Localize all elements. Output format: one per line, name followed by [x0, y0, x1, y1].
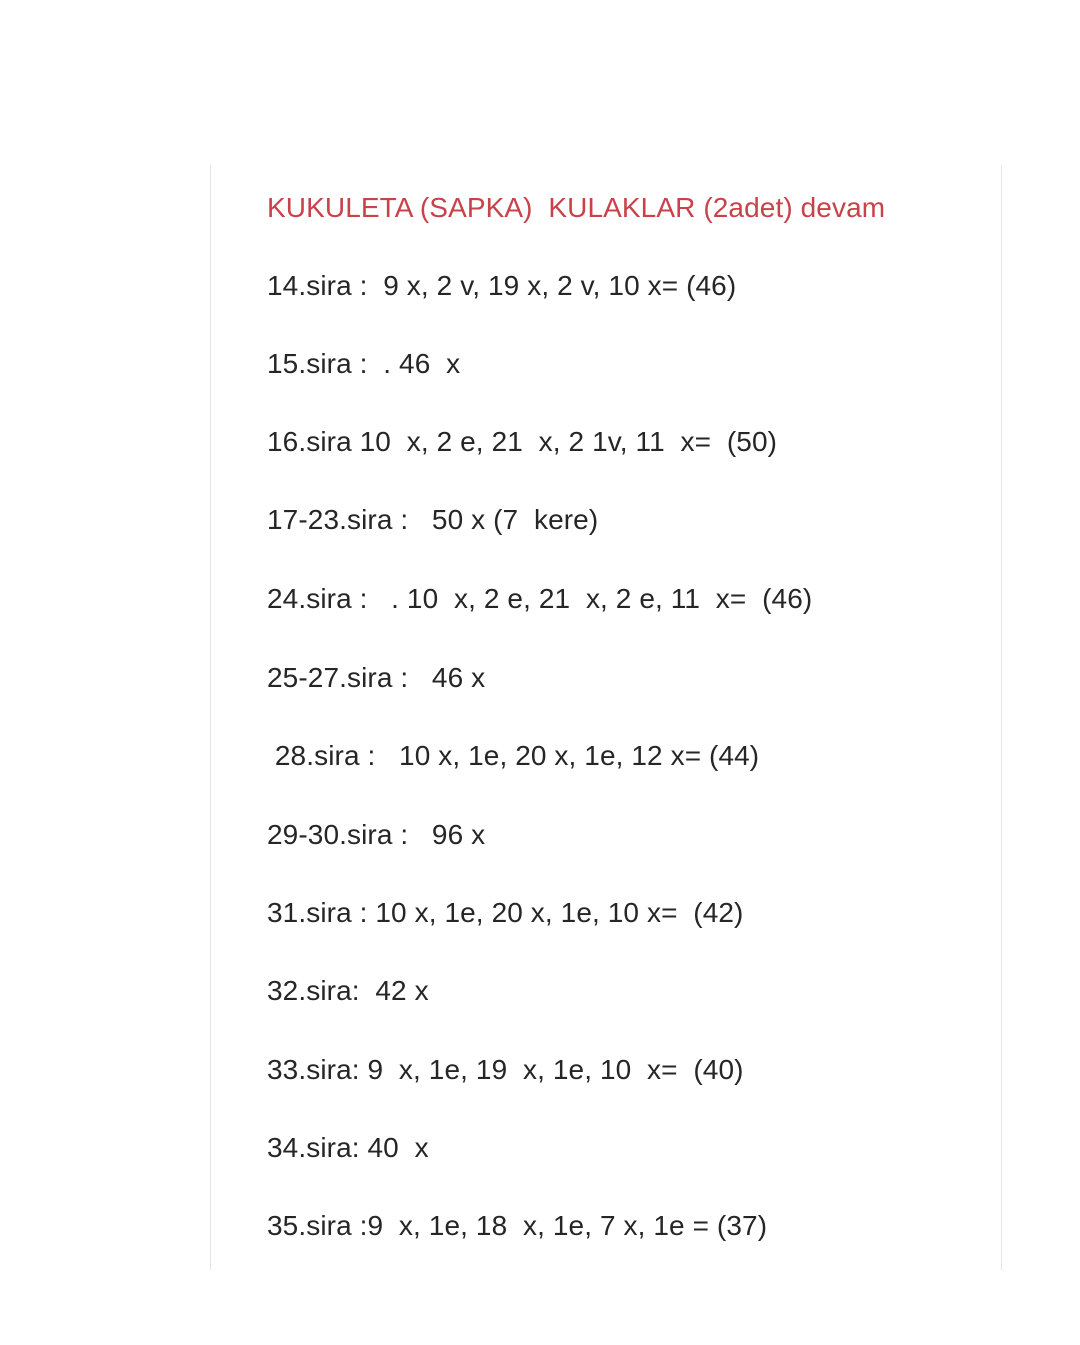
row-17-23: 17-23.sira : 50 x (7 kere)	[267, 504, 599, 535]
row-14: 14.sira : 9 x, 2 v, 19 x, 2 v, 10 x= (46)	[267, 270, 737, 301]
row-33: 33.sira: 9 x, 1e, 19 x, 1e, 10 x= (40)	[267, 1054, 744, 1085]
row-35: 35.sira :9 x, 1e, 18 x, 1e, 7 x, 1e = (37)	[267, 1210, 768, 1241]
document-page	[210, 165, 1002, 1270]
row-16: 16.sira 10 x, 2 e, 21 x, 2 1v, 11 x= (50)	[267, 426, 778, 457]
row-34: 34.sira: 40 x	[267, 1132, 429, 1163]
row-32: 32.sira: 42 x	[267, 975, 429, 1006]
row-24: 24.sira : . 10 x, 2 e, 21 x, 2 e, 11 x= (46)	[267, 583, 813, 614]
row-25-27: 25-27.sira : 46 x	[267, 662, 486, 693]
row-31: 31.sira : 10 x, 1e, 20 x, 1e, 10 x= (42)	[267, 897, 744, 928]
row-28: 28.sira : 10 x, 1e, 20 x, 1e, 12 x= (44)	[267, 740, 760, 771]
row-29-30: 29-30.sira : 96 x	[267, 819, 486, 850]
document-title: KUKULETA (SAPKA) KULAKLAR (2adet) devam	[267, 192, 886, 223]
row-15: 15.sira : . 46 x	[267, 348, 461, 379]
